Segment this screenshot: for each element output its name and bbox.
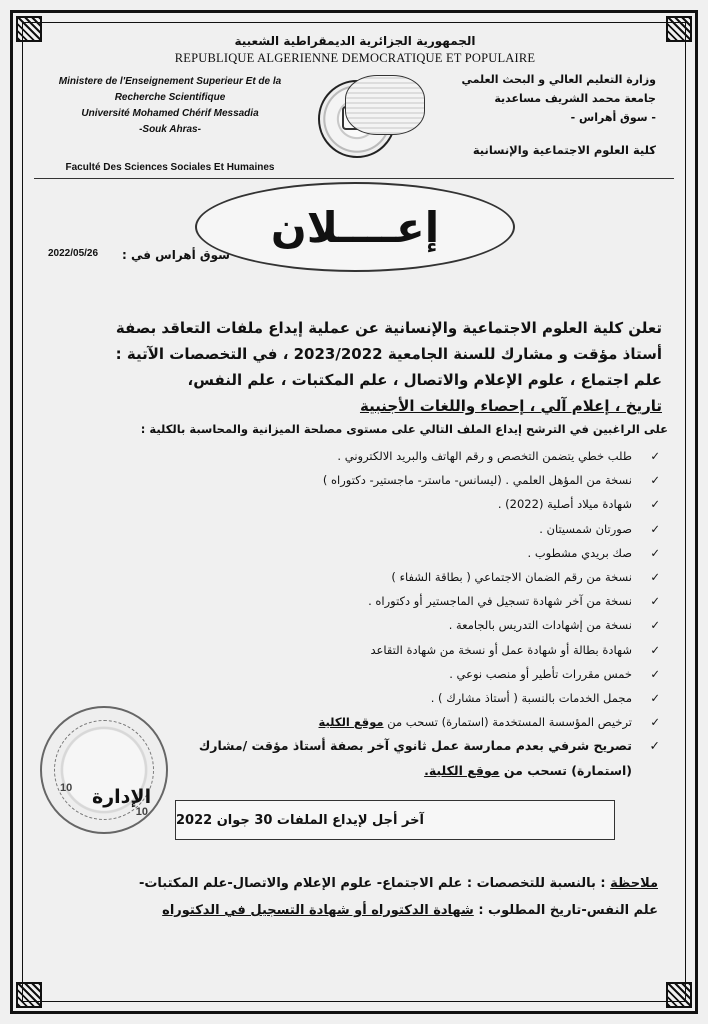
deadline-text: آخر أجل لإيداع الملفات 30 جوان 2022 [176,812,424,828]
republic-french: REPUBLIQUE ALGERIENNE DEMOCRATIQUE ET POPULAIRE [174,51,536,65]
check-icon: ✓ [650,497,660,512]
faculty-website-link: موقع الكلية. [424,762,500,778]
list-item: ✓نسخة من المؤهل العلمي . (ليسانس- ماستر- ماجستير- دكتوراه ) [60,468,660,492]
stamp-number: 10 [60,782,73,794]
intro-line: تاريخ ، إعلام آلي ، إحصاء واللغات الأجنبية [359,397,662,415]
list-item: ✓شهادة بطالة أو شهادة عمل أو نسخة من شهادة التقاعد [60,638,660,662]
check-icon: ✓ [650,594,660,609]
republic-arabic: الجمهورية الجزائرية الديمقراطية الشعبية [234,34,476,48]
list-item: ✓نسخة من آخر شهادة تسجيل في الماجستير أو دكتوراه . [60,589,660,613]
check-icon: ✓ [650,473,660,488]
date-value: 2022/05/26 [48,248,99,259]
note-text: علم النفس-تاريخ المطلوب : [478,903,658,918]
header-arabic-block [446,70,656,160]
announcement-title-oval [195,182,515,272]
check-icon: ✓ [650,715,660,730]
check-icon: ✓ [650,545,660,560]
check-icon: ✓ [650,618,660,633]
list-item-continuation: (استمارة) تسحب من موقع الكلية. [424,762,632,778]
intro-line: أستاذ مؤقت و مشارك للسنة الجامعية 2023/2022 ، في التخصصات الآتية : [115,345,662,363]
note-text: : بالنسبة للتخصصات : علم الاجتماع- علوم الإعلام والاتصال-علم المكتبات- [138,876,606,891]
stamp-number: 10 [135,806,148,818]
announcement-title: إعــــلان [270,202,440,252]
header-center [140,34,570,66]
check-icon: ✓ [650,521,660,536]
note-required-doc: شهادة الدكتوراه أو شهادة التسجيل في الدكتوراه [162,903,474,918]
list-item: ✓نسخة من رقم الضمان الاجتماعي ( بطاقة الشفاء ) [60,565,660,589]
list-item: ✓تصريح شرفي بعدم ممارسة عمل ثانوي آخر بصفة أستاذ مؤقت /مشارك [60,734,660,758]
list-item: ✓نسخة من إشهادات التدريس بالجامعة . [60,613,660,637]
official-stamp [40,706,168,834]
city-arabic: - سوق أهراس - [570,111,656,124]
list-item: ✓ترخيص المؤسسة المستخدمة (استمارة) تسحب من موقع الكلية [60,710,660,734]
faculty-french: Faculté Des Sciences Sociales Et Humaines [65,162,275,173]
check-icon: ✓ [650,666,660,681]
ministry-arabic: وزارة التعليم العالي و البحث العلمي [461,73,656,86]
list-item: ✓خمس مقررات تأطير أو منصب نوعي . [60,662,660,686]
check-icon: ✓ [650,642,660,657]
note-label: ملاحظة [610,876,658,891]
ministry-french-line1: Ministere de l'Enseignement Superieur Et de la [58,76,282,87]
list-item: ✓شهادة ميلاد أصلية (2022) . [60,492,660,516]
conditions-intro: على الراغبين في الترشح إيداع الملف التالي على مستوى مصلحة الميزانية والمحاسبة بالكلية : [140,422,668,436]
check-icon: ✓ [649,738,660,754]
list-item: ✓طلب خطي يتضمن التخصص و رقم الهاتف والبريد الالكتروني . [60,444,660,468]
faculty-arabic: كلية العلوم الاجتماعية والإنسانية [472,143,656,157]
header-divider [34,178,674,179]
list-item: ✓صورتان شمسيتان . [60,517,660,541]
list-item: ✓مجمل الخدمات بالنسبة ( أستاذ مشارك ) . [60,686,660,710]
university-french: Université Mohamed Chérif Messadia [81,108,259,119]
intro-line: علم اجتماع ، علوم الإعلام والاتصال ، علم المكتبات ، علم النفس، [187,371,662,389]
check-icon: ✓ [650,570,660,585]
check-icon: ✓ [650,691,660,706]
administration-signature: الإدارة [92,786,152,808]
intro-paragraph [32,315,662,419]
deadline-box [175,800,615,840]
header-french-block [50,74,290,176]
faculty-logo [345,75,425,135]
list-item: ✓صك بريدي مشطوب . [60,541,660,565]
intro-line: تعلن كلية العلوم الاجتماعية والإنسانية عن عملية إيداع ملفات التعاقد بصفة [115,319,662,337]
city-french: -Souk Ahras- [139,124,201,135]
faculty-website-link: موقع الكلية [318,715,384,730]
university-arabic: جامعة محمد الشريف مساعدية [494,92,656,105]
ministry-french-line2: Recherche Scientifique [114,92,226,103]
check-icon: ✓ [650,449,660,463]
date-place: سوق أهراس في : [122,248,230,262]
note-block [38,870,658,924]
